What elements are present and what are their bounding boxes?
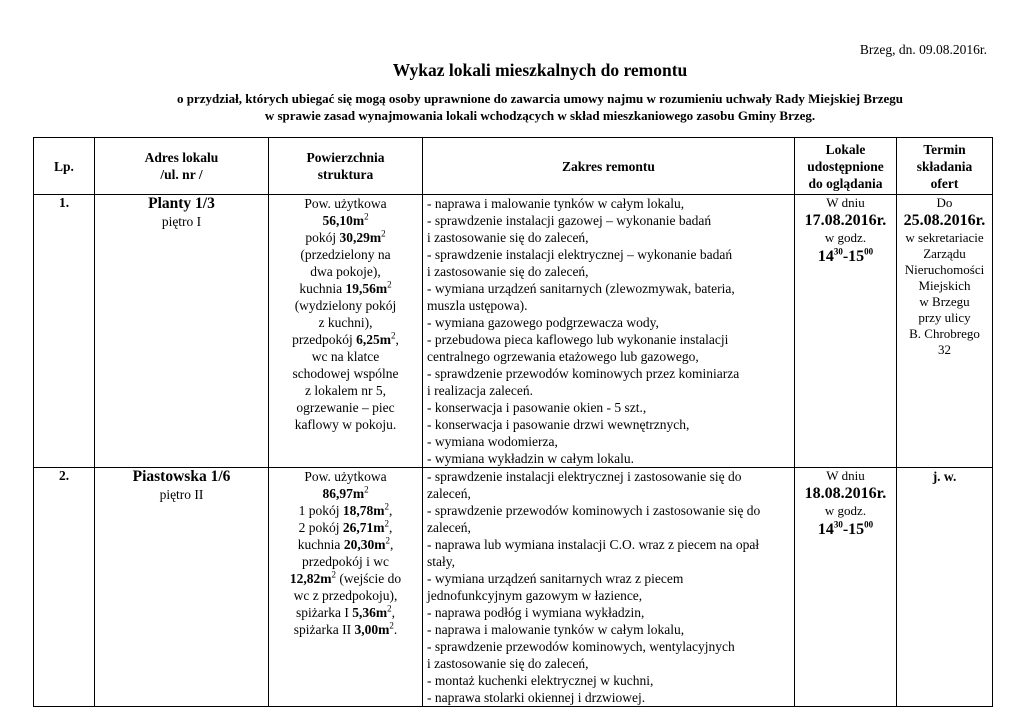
viewing-hours-label: w godz. xyxy=(824,503,867,518)
header-area-line-1: Powierzchnia xyxy=(306,150,385,165)
scope-item: - przebudowa pieca kaflowego lub wykonanie instalacji xyxy=(427,332,729,347)
subtitle-line-2: w sprawie zasad wynajmowania lokali wchodzących w skład mieszkaniowego zasobu Gminy Brzeg. xyxy=(264,108,816,123)
area-hall-note: wc z przedpokoju), xyxy=(293,588,398,603)
floor-label: piętro I xyxy=(161,214,202,229)
term-place: Zarządu xyxy=(923,246,966,261)
term-same-as-above: j. w. xyxy=(932,469,957,484)
term-place: B. Chrobrego 32 xyxy=(909,326,980,357)
header-term xyxy=(897,138,993,195)
floor-label: piętro II xyxy=(159,487,204,502)
scope-item: - sprawdzenie przewodów kominowych, wentylacyjnych xyxy=(427,639,735,654)
area-room-note: (przedzielony na xyxy=(300,247,391,262)
scope-item: zaleceń, xyxy=(427,520,471,535)
area-label: Pow. użytkowa xyxy=(304,196,387,211)
table-header-row xyxy=(34,138,993,195)
area-wc: z lokalem nr 5, xyxy=(305,383,386,398)
table-row xyxy=(34,195,993,468)
scope-item: - naprawa i malowanie tynków w całym lokalu, xyxy=(427,622,685,637)
row-viewing xyxy=(795,468,897,707)
header-address-line-1: Adres lokalu xyxy=(144,150,219,165)
scope-item: - wymiana urządzeń sanitarnych wraz z piecem xyxy=(427,571,684,586)
area-heating: kaflowy w pokoju. xyxy=(294,417,397,432)
scope-item: - naprawa i malowanie tynków w całym lokalu, xyxy=(427,196,685,211)
area-pantry: spiżarka II $3,00m^2$. xyxy=(293,620,398,637)
row-scope xyxy=(423,468,795,707)
scope-item: - montaż kuchenki elektrycznej w kuchni, xyxy=(427,673,654,688)
scope-item: - sprawdzenie przewodów kominowych i zastosowanie się do xyxy=(427,503,761,518)
row-lp: 2. xyxy=(34,468,95,707)
term-place: przy ulicy xyxy=(918,310,971,325)
scope-item: - wymiana wodomierza, xyxy=(427,434,558,449)
term-date: 25.08.2016r. xyxy=(903,212,986,229)
scope-item: - wymiana gazowego podgrzewacza wody, xyxy=(427,315,659,330)
street-name: Piastowska 1/6 xyxy=(132,468,231,485)
header-lp: Lp. xyxy=(34,138,95,195)
scope-item: centralnego ogrzewania etażowego lub gazowego, xyxy=(427,349,699,364)
scope-item: zaleceń, xyxy=(427,486,471,501)
scope-item: stały, xyxy=(427,554,455,569)
row-area xyxy=(269,468,423,707)
apartments-table xyxy=(33,137,993,707)
area-wc: wc na klatce xyxy=(311,349,380,364)
scope-item: - sprawdzenie instalacji gazowej – wykonanie badań xyxy=(427,213,712,228)
scope-item: - wymiana wykładzin w całym lokalu. xyxy=(427,451,634,466)
area-room: pokój $30,29m^2$ xyxy=(305,228,386,245)
header-area xyxy=(269,138,423,195)
row-scope xyxy=(423,195,795,468)
area-label: Pow. użytkowa xyxy=(304,469,387,484)
scope-item: i zastosowanie się do zaleceń, xyxy=(427,656,589,671)
scope-item: - konserwacja i pasowanie drzwi wewnętrznych, xyxy=(427,417,690,432)
area-room-note: dwa pokoje), xyxy=(310,264,381,279)
header-term-line-3: ofert xyxy=(930,175,959,191)
term-place: w Brzegu xyxy=(919,294,970,309)
row-address xyxy=(95,468,269,707)
scope-item: - naprawa stolarki okiennej i drzwiowej. xyxy=(427,690,646,705)
viewing-date: 18.08.2016r. xyxy=(804,485,887,502)
row-lp: 1. xyxy=(34,195,95,468)
scope-item: jednofunkcyjnym gazowym w łazience, xyxy=(427,588,643,603)
document-title: Wykaz lokali mieszkalnych do remontu xyxy=(392,60,688,80)
viewing-hours: $14^{30}-15^{00}$ xyxy=(817,519,874,538)
area-room: 2 pokój $26,71m^2$, xyxy=(298,518,393,535)
header-viewing-line-1: Lokale xyxy=(825,141,866,157)
scope-item: - sprawdzenie przewodów kominowych przez kominiarza xyxy=(427,366,740,381)
header-viewing xyxy=(795,138,897,195)
area-wc: schodowej wspólne xyxy=(292,366,399,381)
area-hall: przedpokój $6,25m^2$, xyxy=(292,330,399,347)
viewing-hours: $14^{30}-15^{00}$ xyxy=(817,246,874,265)
header-address xyxy=(95,138,269,195)
scope-item: - naprawa lub wymiana instalacji C.O. wraz z piecem na opał xyxy=(427,537,760,552)
row-term xyxy=(897,195,993,468)
term-place: Miejskich xyxy=(918,278,971,293)
row-term xyxy=(897,468,993,707)
area-kitchen: kuchnia $20,30m^2$, xyxy=(297,535,394,552)
header-term-line-1: Termin xyxy=(923,141,966,157)
viewing-hours-label: w godz. xyxy=(824,230,867,245)
area-room: 1 pokój $18,78m^2$, xyxy=(298,501,393,518)
viewing-date: 17.08.2016r. xyxy=(804,212,887,229)
row-viewing xyxy=(795,195,897,468)
table-row xyxy=(34,468,993,707)
header-viewing-line-3: do oglądania xyxy=(808,175,883,191)
scope-item: - sprawdzenie instalacji elektrycznej – wykonanie badań xyxy=(427,247,733,262)
area-pantry: spiżarka I $5,36m^2$, xyxy=(296,603,395,620)
area-total: $86,97m^2$ xyxy=(322,484,369,501)
scope-item: - naprawa podłóg i wymiana wykładzin, xyxy=(427,605,645,620)
term-prefix: Do xyxy=(936,195,953,210)
street-name: Planty 1/3 xyxy=(148,195,215,212)
area-heating: ogrzewanie – piec xyxy=(296,400,395,415)
header-address-line-2: /ul. nr / xyxy=(160,167,203,182)
scope-item: muszla ustępowa). xyxy=(427,298,528,313)
row-area xyxy=(269,195,423,468)
scope-item: i realizacja zaleceń. xyxy=(427,383,534,398)
viewing-prefix: W dniu xyxy=(826,195,865,210)
header-viewing-line-2: udostępnione xyxy=(807,158,884,174)
scope-item: i zastosowanie się do zaleceń, xyxy=(427,230,589,245)
document-date: Brzeg, dn. 09.08.2016r. xyxy=(859,42,987,57)
term-place: Nieruchomości xyxy=(904,262,985,277)
area-hall-value: $12,82m^2$ (wejście do xyxy=(289,569,402,586)
header-area-line-2: struktura xyxy=(317,167,374,182)
area-kitchen-note: (wydzielony pokój xyxy=(294,298,397,313)
viewing-prefix: W dniu xyxy=(826,468,865,483)
scope-item: - sprawdzenie instalacji elektrycznej i zastosowanie się do xyxy=(427,469,742,484)
header-scope: Zakres remontu xyxy=(423,138,795,195)
row-address xyxy=(95,195,269,468)
document-subtitle xyxy=(0,90,1024,124)
scope-item: - wymiana urządzeń sanitarnych (zlewozmywak, bateria, xyxy=(427,281,735,296)
header-term-line-2: składania xyxy=(916,158,973,174)
scope-item: - konserwacja i pasowanie okien - 5 szt., xyxy=(427,400,647,415)
subtitle-line-1: o przydział, których ubiegać się mogą osoby uprawnione do zawarcia umowy najmu w rozumieniu uchwały Rady Miejskiej Brzegu xyxy=(176,91,904,106)
area-total: $56,10m^2$ xyxy=(322,211,369,228)
area-kitchen-note: z kuchni), xyxy=(318,315,373,330)
area-kitchen: kuchnia $19,56m^2$ xyxy=(299,279,392,296)
area-hall: przedpokój i wc xyxy=(302,554,389,569)
scope-item: i zastosowanie się do zaleceń, xyxy=(427,264,589,279)
term-place: w sekretariacie xyxy=(905,230,984,245)
